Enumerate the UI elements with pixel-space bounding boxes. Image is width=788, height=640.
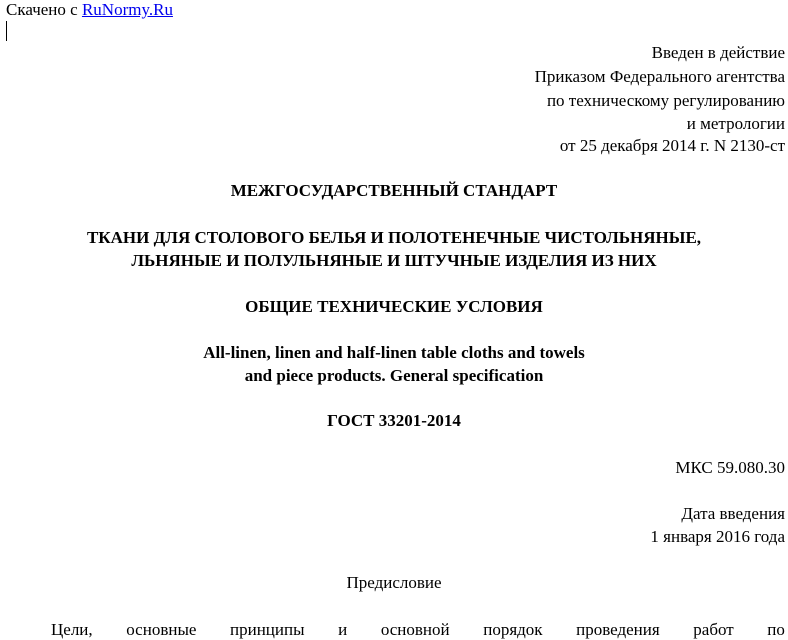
standard-type-heading: МЕЖГОСУДАРСТВЕННЫЙ СТАНДАРТ: [230, 181, 558, 200]
enacted-line-3: по техническому регулированию: [546, 91, 785, 110]
title-ru-line-2: ЛЬНЯНЫЕ И ПОЛУЛЬНЯНЫЕ И ШТУЧНЫЕ ИЗДЕЛИЯ ИЗ НИХ: [131, 251, 657, 270]
preface-word: работ: [693, 620, 734, 639]
mks-code: МКС 59.080.30: [675, 458, 785, 477]
gost-number: ГОСТ 33201-2014: [327, 411, 461, 430]
preface-word: и: [338, 620, 348, 639]
title-en-line-1: All-linen, linen and half-linen table cloths and towels: [203, 343, 585, 362]
preface-word: основные: [126, 620, 197, 639]
preface-word: основной: [380, 620, 450, 639]
preface-word: по: [767, 620, 785, 639]
enacted-line-5: от 25 декабря 2014 г. N 2130-ст: [559, 136, 785, 155]
title-ru-line-1: ТКАНИ ДЛЯ СТОЛОВОГО БЕЛЬЯ И ПОЛОТЕНЕЧНЫЕ ЧИСТОЛЬНЯНЫЕ,: [86, 228, 702, 247]
download-prefix: Скачено с: [6, 0, 78, 19]
preface-word: Цели,: [51, 620, 93, 639]
enacted-line-2: Приказом Федерального агентства: [534, 67, 785, 86]
intro-date-value: 1 января 2016 года: [650, 527, 785, 546]
download-source-line: [6, 0, 173, 20]
subtitle-ru: ОБЩИЕ ТЕХНИЧЕСКИЕ УСЛОВИЯ: [245, 297, 543, 316]
preface-heading: Предисловие: [346, 573, 442, 592]
enacted-line-1: Введен в действие: [651, 43, 785, 62]
text-cursor: [6, 21, 7, 41]
preface-first-line: [51, 620, 785, 640]
intro-date-label: Дата введения: [681, 504, 785, 523]
title-en-line-2: and piece products. General specification: [244, 366, 544, 385]
enacted-line-4: и метрологии: [686, 114, 785, 133]
source-link[interactable]: RuNormy.Ru: [81, 0, 173, 19]
preface-word: принципы: [230, 620, 305, 639]
preface-word: проведения: [576, 620, 660, 639]
preface-word: порядок: [483, 620, 543, 639]
